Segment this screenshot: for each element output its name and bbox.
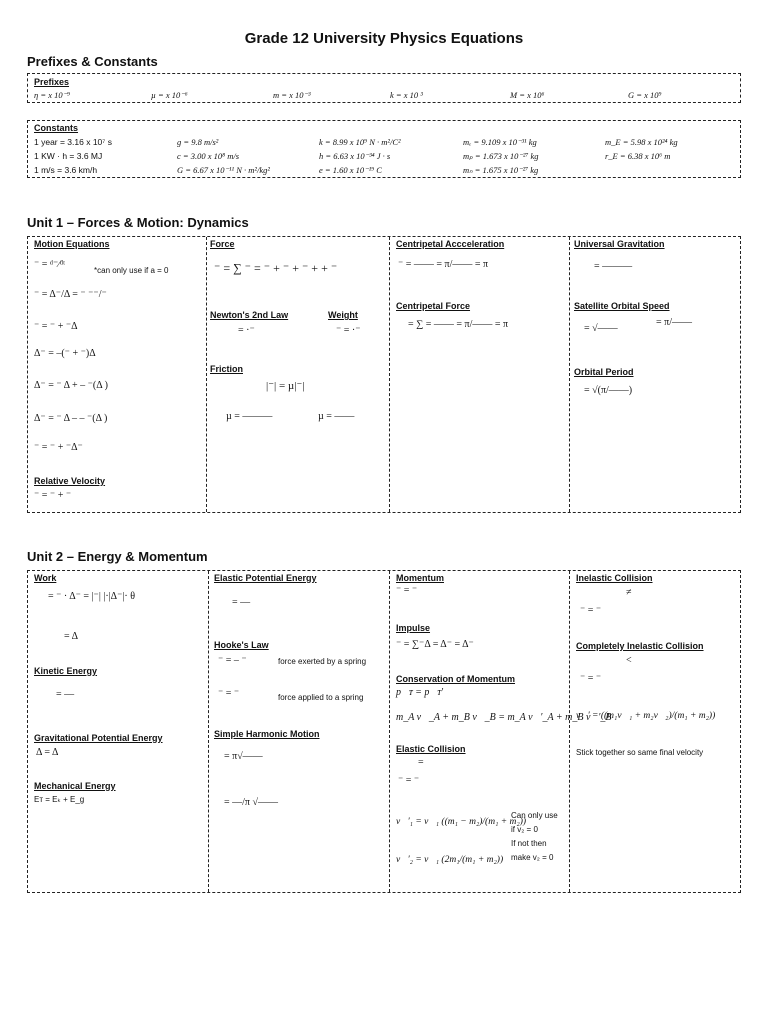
elastic-collision-eq-2: ⁻ = ⁻ [398,775,420,786]
unit1-heading: Unit 1 – Forces & Motion: Dynamics [27,215,249,230]
relative-velocity-label: Relative Velocity [34,476,106,486]
elastic-note: if v₂ = 0 [511,825,538,834]
unit2-heading: Unit 2 – Energy & Momentum [27,549,208,564]
friction-eq: |⁻| = µ|⁻| [266,380,305,392]
motion-eq: ⁻ = ⁻ + ⁻Δ [34,321,78,332]
divider [389,237,390,512]
constant: r_E = 6.38 x 10⁶ m [605,151,671,161]
force-label: Force [210,239,235,249]
period-eq: = π√—— [224,751,263,762]
friction-label: Friction [210,364,243,374]
unit1-box [27,236,741,513]
hookes-law-eq-applied: ⁻ = ⁻ [218,688,240,699]
hookes-law-eq-exerted: ⁻ = – ⁻ [218,655,247,666]
constant: 1 m/s = 3.6 km/h [34,165,98,175]
constant: G = 6.67 x 10⁻¹¹ N · m²/kg² [177,165,270,175]
divider [569,237,570,512]
divider [206,237,207,512]
constant: 1 KW · h = 3.6 MJ [34,151,103,161]
newtons-second-law-label: Newton's 2nd Law [210,310,289,320]
centripetal-force-label: Centripetal Force [396,301,471,311]
completely-inelastic-eq-1: < [626,655,632,666]
constant: m_E = 5.98 x 10²⁴ kg [605,137,678,147]
prefixes-label: Prefixes [34,77,70,87]
prefix-giga: G = x 10⁹ [628,90,662,100]
constant: e = 1.60 x 10⁻¹⁹ C [319,165,382,175]
constant: h = 6.63 x 10⁻³⁴ J · s [319,151,391,161]
centripetal-acceleration-label: Centripetal Accceleration [396,239,505,249]
final-velocity-1-eq: v⃗′₁ = v⃗₁ ((m₁ − m₂)/(m₁ + m₂)) [396,817,527,827]
constant-velocity-note: *can only use if a = 0 [94,266,169,275]
hookes-law-note-applied: force applied to a spring [278,693,364,702]
inelastic-collision-eq-2: ⁻ = ⁻ [580,605,602,616]
motion-eq-velocity: ⁻ = ᵈ⁻⁄ᵈᵗ [34,259,66,270]
stick-together-note: Stick together so same final velocity [576,748,704,757]
mechanical-energy-eq: Eᴛ = Eₖ + E_g [34,795,85,804]
prefix-mega: M = x 10⁶ [510,90,545,100]
page-title: Grade 12 University Physics Equations [244,30,524,47]
prefixes-constants-heading: Prefixes & Constants [27,54,158,69]
elastic-potential-energy-eq: = — [232,597,251,608]
gravitational-potential-energy-label: Gravitational Potential Energy [34,733,163,743]
prefix-nano: η = x 10⁻⁹ [34,90,71,100]
universal-gravitation-label: Universal Gravitation [574,239,665,249]
divider [569,571,570,892]
constants-label: Constants [34,123,79,133]
work-energy-eq: = Δ [64,631,79,642]
motion-equations-label: Motion Equations [34,239,110,249]
inelastic-collision-label: Inelastic Collision [576,573,653,583]
common-final-velocity-eq: v⃗′ = ((m₁v⃗₁ + m₂v⃗₂)/(m₁ + m₂)) [576,711,716,721]
satellite-orbital-speed-eq: = √—— [584,323,618,334]
static-friction-coefficient-eq: µ = ——— [226,411,273,422]
constant: c = 3.00 x 10⁸ m/s [177,151,240,161]
mechanical-energy-label: Mechanical Energy [34,781,116,791]
constant: g = 9.8 m/s² [177,137,219,147]
prefix-milli: m = x 10⁻³ [273,90,311,100]
satellite-orbital-speed-label: Satellite Orbital Speed [574,301,670,311]
net-force-eq: ⁻ = ∑ ⁻ = ⁻ + ⁻ + ⁻ + + ⁻ [214,261,338,275]
frequency-eq: = —/π √—— [224,797,278,808]
impulse-eq: ⁻ = ∑⁻Δ = Δ⁻ = Δ⁻ [396,639,474,650]
inelastic-collision-eq-1: ≠ [626,587,632,598]
hookes-law-label: Hooke's Law [214,640,269,650]
work-eq: = ⁻ · Δ⁻ = |⁻| |·|Δ⁻|· θ [48,591,135,602]
orbital-period-label: Orbital Period [574,367,634,377]
prefixes-box [27,73,741,103]
weight-label: Weight [328,310,358,320]
work-label: Work [34,573,57,583]
kinetic-energy-label: Kinetic Energy [34,666,98,676]
elastic-potential-energy-label: Elastic Potential Energy [214,573,317,583]
momentum-label: Momentum [396,573,444,583]
prefix-kilo: k = x 10 ³ [390,90,423,100]
completely-inelastic-eq-2: ⁻ = ⁻ [580,673,602,684]
divider [208,571,209,892]
divider [389,571,390,892]
newtons-second-law-eq: = ·⁻ [238,325,255,336]
constant: k = 8.99 x 10⁹ N · m²/C² [319,137,401,147]
constant: mₚ = 1.673 x 10⁻²⁷ kg [463,151,539,161]
motion-eq-acceleration: ⁻ = Δ⁻/Δ = ⁻ ⁻⁻/⁻ [34,289,107,300]
simple-harmonic-motion-label: Simple Harmonic Motion [214,729,320,739]
conservation-of-momentum-eq: p⃗ᴛ = p⃗ᴛ′ [396,687,444,698]
elastic-note: Can only use [511,811,558,820]
universal-gravitation-eq: = ——— [594,261,633,272]
impulse-label: Impulse [396,623,431,633]
motion-eq: Δ⁻ = ⁻ Δ – – ⁻(Δ ) [34,413,108,424]
kinetic-friction-coefficient-eq: µ = —— [318,411,355,422]
unit2-box [27,570,741,893]
elastic-collision-label: Elastic Collision [396,744,466,754]
weight-eq: ⁻ = ·⁻ [336,325,361,336]
momentum-sum-eq: m_A v⃗_A + m_B v⃗_B = m_A v⃗′_A + m_B v⃗′_B [396,712,612,723]
relative-velocity-eq: ⁻ = ⁻ + ⁻ [34,490,72,501]
elastic-collision-eq-1: = [418,757,424,768]
final-velocity-2-eq: v⃗′₂ = v⃗₁ (2m₁/(m₁ + m₂)) [396,855,504,865]
elastic-note: make v₂ = 0 [511,853,554,862]
motion-eq: Δ⁻ = –(⁻ + ⁻)Δ [34,348,96,359]
satellite-orbital-speed-eq-2: = π/—— [656,317,692,328]
completely-inelastic-collision-label: Completely Inelastic Collision [576,641,704,651]
motion-eq: ⁻ = ⁻ + ⁻Δ⁻ [34,442,83,453]
constant: mₙ = 1.675 x 10⁻²⁷ kg [463,165,539,175]
prefix-micro: µ = x 10⁻⁶ [151,90,188,100]
motion-eq: Δ⁻ = ⁻ Δ + – ⁻(Δ ) [34,380,108,391]
centripetal-acceleration-eq: ⁻ = —— = π/—— = π [398,259,489,270]
hookes-law-note-exerted: force exerted by a spring [278,657,367,666]
orbital-period-eq: = √(π/——) [584,385,633,396]
conservation-of-momentum-label: Conservation of Momentum [396,674,516,684]
centripetal-force-eq: = ∑ = —— = π/—— = π [408,319,509,330]
constants-box [27,120,741,178]
kinetic-energy-eq: = — [56,689,75,700]
constant: 1 year = 3.16 x 10⁷ s [34,137,112,147]
elastic-note: If not then [511,839,547,848]
constant: mₑ = 9.109 x 10⁻³¹ kg [463,137,537,147]
momentum-eq: ⁻ = ⁻ [396,585,418,596]
gravitational-potential-energy-eq: Δ = Δ [36,747,59,758]
